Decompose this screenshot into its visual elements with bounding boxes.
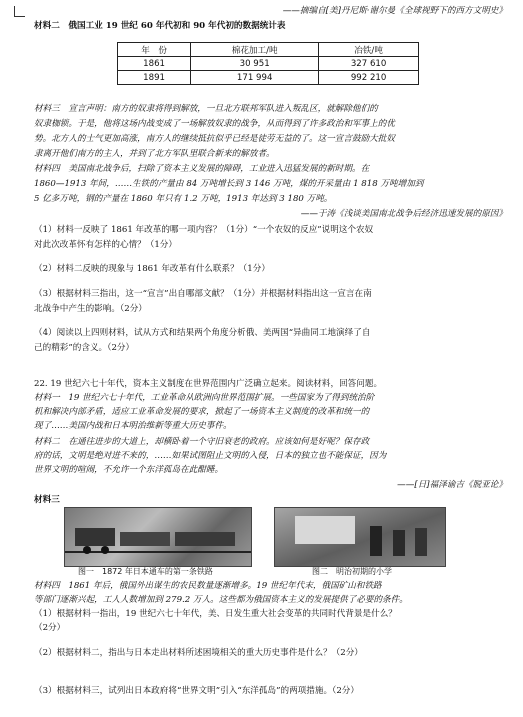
table-header-row [118,43,419,57]
material-three-line: 隶离开他们南方的主人，并到了北方军队里联合新来的解放者。 [34,149,275,159]
railway-photo [64,507,252,567]
material-three-line: 势。北方人的士气更加高涨，南方人的继续抵抗似乎已经是徒劳无益的了。这一宣言鼓励大批奴 [34,134,395,144]
table-cell: 1861 [118,57,191,71]
material-four-source: ——于涛《浅谈美国南北战争后经济迅速发展的原因》 [300,209,507,219]
table-cell: 30 951 [191,57,319,71]
question-21-3: 北战争中产生的影响。（2分） [34,304,147,314]
table-row [118,71,419,85]
material-two-intro: 材料二 俄国工业 19 世纪 60 年代初和 90 年代初的数据统计表 [34,21,286,31]
railway-sketch [65,508,251,566]
table-cell: 171 994 [191,71,319,85]
question-21-2: （2）材料二反映的现象与 1861 年改革有什么联系？（1分） [34,264,270,274]
question-22-1: （2分） [34,623,66,633]
table-cell: 992 210 [319,71,419,85]
q22-material-three-label: 材料三 [34,495,60,505]
question-21-4: （4）阅读以上四则材料，试从方式和结果两个角度分析俄、美两国“异曲同工地演绎了自 [34,328,371,338]
q22-material-two-line: 世界文明的喧闹，不允许一个东洋孤岛在此酣睡。 [34,465,224,475]
q22-material-four-line: 等部门逐渐兴起，工人人数增加到 279.2 万人。这些都为俄国资本主义的发展提供了必要的条件。 [34,595,408,605]
question-21-4: 己的精彩”的含义。（2分） [34,343,135,353]
figure-two-caption: 图二 明治初期的小学 [312,567,392,576]
q22-material-two-line: 材料二 在通往进步的大道上，却横卧着一个守旧衰老的政府。应该如何是好呢？保存政 [34,437,370,447]
q22-material-one-line: 材料一 19 世纪六七十年代，工业革命从欧洲向世界范围扩展。一些国家为了得到统治阶 [34,393,375,403]
material-three-line: 奴隶枷锁。于是，他将这场内战变成了一场解放奴隶的战争，从而得到了许多政治和军事上的优 [34,119,395,129]
table-cell: 1891 [118,71,191,85]
school-sketch [275,508,445,566]
question-21-1: （1）材料一反映了 1861 年改革的哪一项内容？（1分）“一个农奴的反应”说明这个农奴 [34,225,374,235]
question-22-intro: 22. 19 世纪六七十年代，资本主义制度在世界范围内广泛确立起来。阅读材料，回答问题。 [34,379,383,389]
school-photo [274,507,446,567]
q22-material-two-source: ——[日]福泽谕吉《脱亚论》 [397,480,507,490]
q22-material-four-line: 材料四 1861 年后，俄国外出谋生的农民数量逐渐增多。19 世纪年代末，俄国矿山和铁路 [34,581,382,591]
q22-material-two-line: 府的话，文明是绝对进不来的，……如果试图阻止文明的入侵，日本的独立也不能保证，因为 [34,451,387,461]
material-one-source: ——摘编自[美]丹尼斯·谢尔曼《全球视野下的西方文明史》 [282,6,507,16]
question-22-2: （2）根据材料二，指出与日本走出材料所述困境相关的重大历史事件是什么？（2分） [34,648,363,658]
material-three-line: 材料三 宣言声明：南方的奴隶将得到解放，一旦北方联邦军队进入叛乱区，就解除他们的 [34,104,378,114]
figure-one-caption: 图一 1872 年日本通车的第一条铁路 [78,567,213,576]
page-corner-mark [14,6,25,17]
table-header: 冶铁/吨 [319,43,419,57]
question-22-3: （3）根据材料三，试列出日本政府将“世界文明”引入“东洋孤岛”的两项措施。（2分） [34,686,359,696]
table-header: 棉花加工/吨 [191,43,319,57]
table-row [118,57,419,71]
q22-material-one-line: 机和解决内部矛盾，适应工业革命发展的要求，掀起了一场资本主义制度的改革和统一的 [34,407,370,417]
table-header: 年 份 [118,43,191,57]
material-four-line: 材料四 美国南北战争后，扫除了资本主义发展的障碍，工业进入迅猛发展的新时期。在 [34,164,370,174]
material-four-line: 5 亿多万吨，钢的产量在 1860 年只有 1.2 万吨，1913 年达到 3 180 万吨。 [34,194,333,204]
russia-industry-table [117,42,419,85]
question-21-1: 对此次改革怀有怎样的心情？（1分） [34,240,177,250]
material-four-line: 1860—1913 年间，……生铁的产量由 84 万吨增长到 3 146 万吨，煤的开采量由 1 818 万吨增加到 [34,179,424,189]
question-21-3: （3）根据材料三指出，这一“宣言”出自哪部文献？（1分）并根据材料指出这一宣言在南 [34,289,372,299]
question-22-1: （1）根据材料一指出，19 世纪六七十年代，美、日发生重大社会变革的共同时代背景是什么？ [34,609,397,619]
q22-material-one-line: 现了……美国内战和日本明治维新等重大历史事件。 [34,421,232,431]
table-cell: 327 610 [319,57,419,71]
